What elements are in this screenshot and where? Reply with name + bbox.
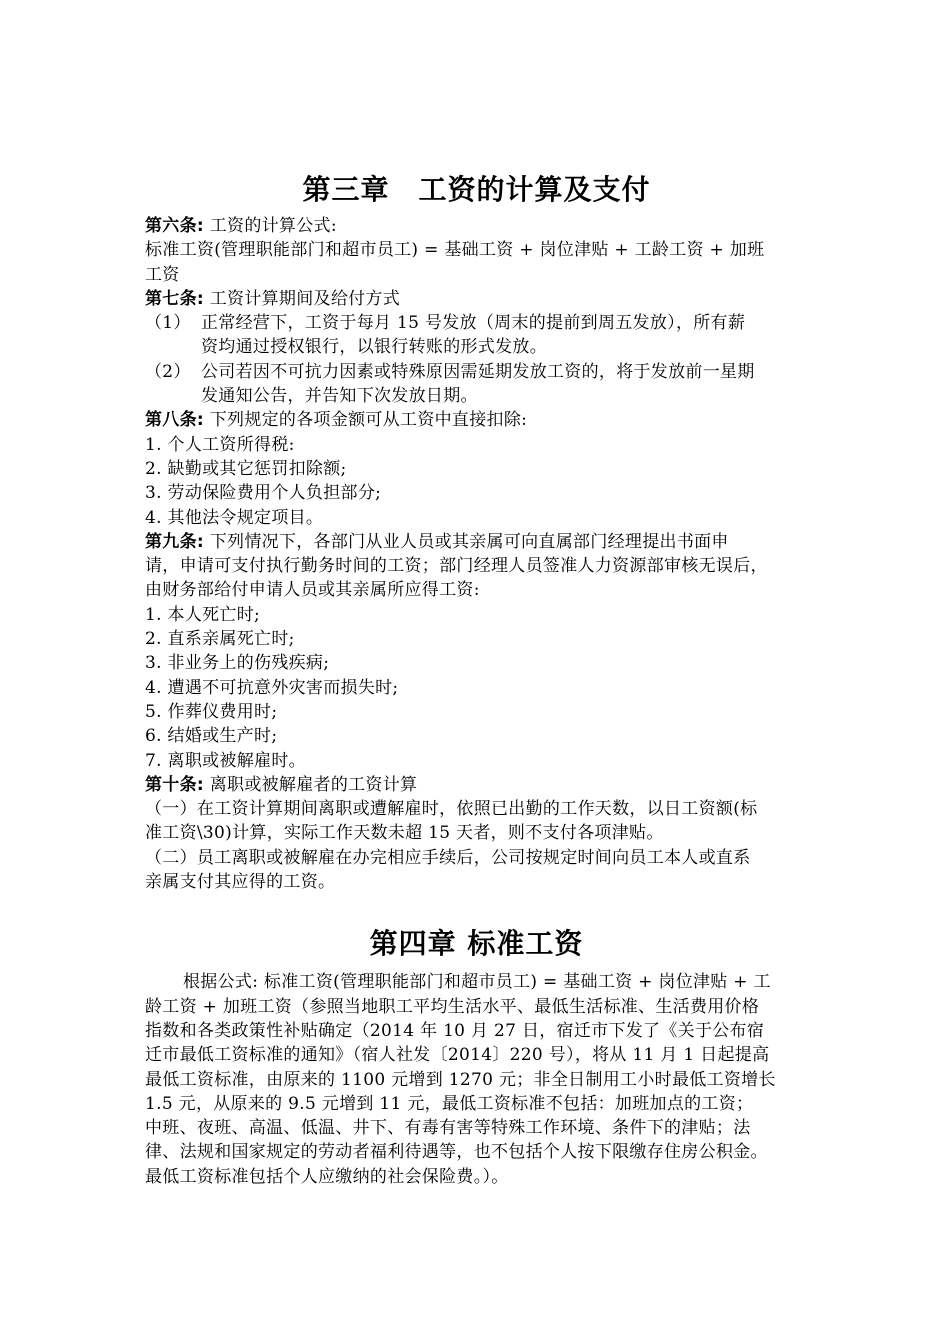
chapter4-line: 律、法规和国家规定的劳动者福利待遇等，也不包括个人按下限缴存住房公积金。: [145, 1142, 768, 1163]
chapter4-line: 根据公式: 标准工资(管理职能部门和超市员工) = 基础工资 + 岗位津贴 + 工: [183, 972, 771, 993]
article10-para1-line2: 准工资\30)计算，实际工作天数未超 15 天者，则不支付各项津贴。: [145, 823, 664, 844]
list-item: 1. 本人死亡时;: [145, 604, 261, 625]
article6-formula-line2: 工资: [145, 264, 180, 285]
document-content: [145, 168, 808, 1189]
article6-text: 工资的计算公式:: [209, 216, 337, 236]
article6-heading: [145, 214, 808, 238]
list-item: 3. 非业务上的伤残疾病;: [145, 653, 330, 674]
article7-item1-number: （1）: [145, 313, 191, 334]
article9-heading: [145, 530, 808, 554]
article6-formula-line1: 标准工资(管理职能部门和超市员工) = 基础工资 + 岗位津贴 + 工龄工资 + 加班: [145, 240, 765, 261]
list-item: 1. 个人工资所得税:: [145, 434, 295, 455]
article10-text: 离职或被解雇者的工资计算: [209, 774, 418, 795]
article10-para1-line1: （一）在工资计算期间离职或遭解雇时，依照已出勤的工作天数，以日工资额(标: [145, 799, 758, 820]
chapter4-line: 最低工资标准包括个人应缴纳的社会保险费。）。: [145, 1166, 509, 1187]
article8-text: 下列规定的各项金额可从工资中直接扣除:: [209, 410, 528, 431]
article9-line2: 请，申请可支付执行勤务时间的工资；部门经理人员签准人力资源部审核无误后，: [145, 556, 768, 577]
article6-label: 第六条:: [145, 216, 204, 236]
article8-heading: [145, 408, 808, 432]
list-item: 4. 遭遇不可抗意外灾害而损失时;: [145, 677, 399, 698]
article7-item2: [145, 360, 808, 384]
chapter4-line: 最低工资标准，由原来的 1100 元增到 1270 元；非全日制用工小时最低工资增长: [145, 1069, 776, 1090]
list-item: 4. 其他法令规定项目。: [145, 507, 324, 528]
article7-item1-line2: 资均通过授权银行，以银行转账的形式发放。: [201, 337, 547, 358]
chapter4-line: 1.5 元，从原来的 9.5 元增到 11 元，最低工资标准不包括：加班加点的工资；: [145, 1093, 754, 1114]
chapter4-line: 指数和各类政策性补贴确定（2014 年 10 月 27 日，宿迁市下发了《关于公布宿: [145, 1020, 765, 1041]
chapter4-line: 龄工资 + 加班工资（参照当地职工平均生活水平、最低生活标准、生活费用价格: [145, 996, 760, 1017]
list-item: 3. 劳动保险费用个人负担部分;: [145, 483, 382, 504]
article7-label: 第七条:: [145, 288, 204, 309]
chapter4-line: 迁市最低工资标准的通知》（宿人社发〔2014〕220 号），将从 11 月 1 日起提高: [145, 1045, 770, 1066]
article7-item2-number: （2）: [145, 361, 191, 382]
article7-heading: [145, 287, 808, 311]
list-item: 2. 直系亲属死亡时;: [145, 629, 295, 650]
chapter3-title: 第三章 工资的计算及支付: [302, 173, 651, 206]
article9-label: 第九条:: [145, 531, 204, 552]
chapter4-line: 中班、夜班、高温、低温、井下、有毒有害等特殊工作环境、条件下的津贴；法: [145, 1118, 751, 1139]
article10-para2-line1: （二）员工离职或被解雇在办完相应手续后，公司按规定时间向员工本人或直系: [145, 847, 751, 868]
list-item: 7. 离职或被解雇时。: [145, 750, 306, 771]
article10-heading: [145, 773, 808, 797]
article7-item2-line1: 公司若因不可抗力因素或特殊原因需延期发放工资的，将于发放前一星期: [201, 361, 755, 382]
article9-line1: 下列情况下，各部门从业人员或其亲属可向直属部门经理提出书面申: [209, 531, 729, 552]
article7-item2-line2: 发通知公告，并告知下次发放日期。: [201, 386, 478, 407]
list-item: 5. 作葬仪费用时;: [145, 701, 278, 722]
article10-label: 第十条:: [145, 774, 204, 795]
list-item: 6. 结婚或生产时;: [145, 726, 278, 747]
article7-item1-line1: 正常经营下，工资于每月 15 号发放（周末的提前到周五发放），所有薪: [201, 313, 746, 334]
article10-para2-line2: 亲属支付其应得的工资。: [145, 872, 336, 893]
chapter4-title: 第四章 标准工资: [369, 927, 584, 961]
list-item: 2. 缺勤或其它惩罚扣除额;: [145, 458, 347, 479]
article8-label: 第八条:: [145, 410, 204, 431]
article7-item1: [145, 311, 808, 335]
article7-text: 工资计算期间及给付方式: [209, 288, 401, 309]
article9-line3: 由财务部给付申请人员或其亲属所应得工资:: [145, 580, 480, 601]
